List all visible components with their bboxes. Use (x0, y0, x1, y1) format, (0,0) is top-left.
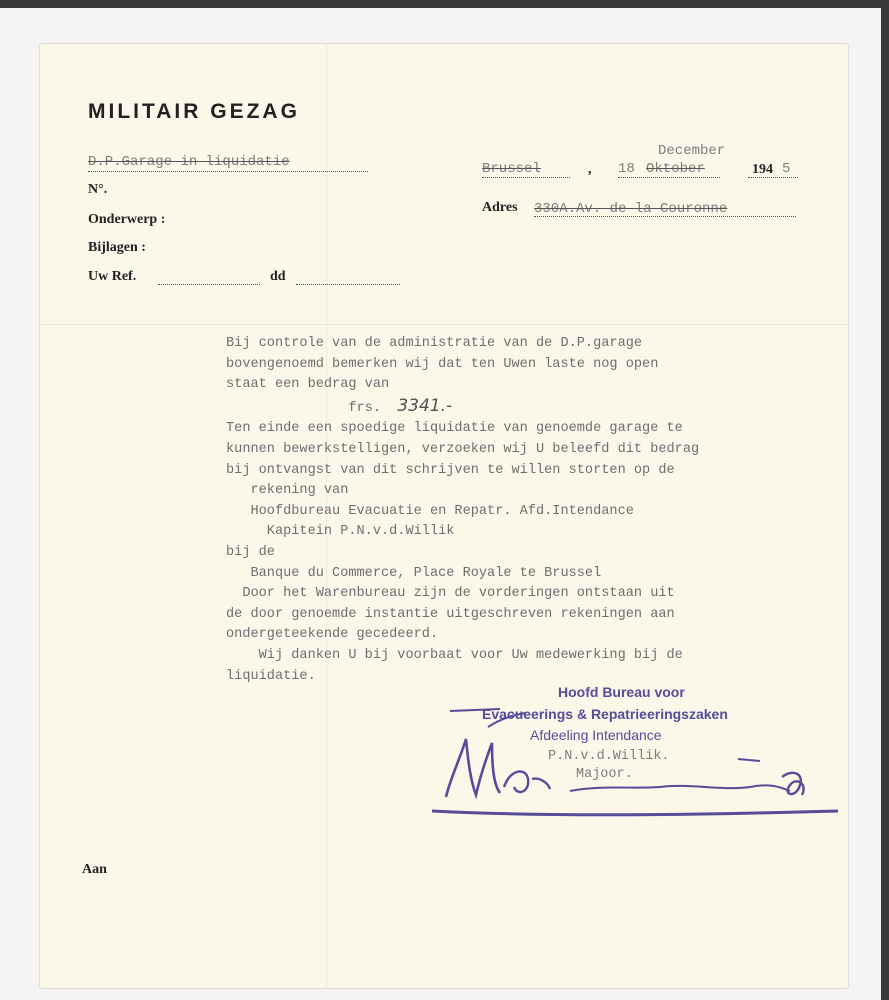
stamp-line-1: Hoofd Bureau voor (558, 684, 685, 700)
body-line: Hoofdbureau Evacuatie en Repatr. Afd.Intendance (226, 503, 634, 519)
stamp-line-2: Evacueerings & Repatrieeringszaken (482, 706, 728, 722)
date-dotted-line (618, 177, 720, 178)
address-dotted-line (534, 216, 796, 217)
dd-dotted-line (296, 284, 400, 285)
body-line: bij de (226, 544, 275, 560)
body-line: Wij danken U bij voorbaat voor Uw medewerking bij de (226, 647, 683, 663)
stamp-line-3: Afdeeling Intendance (530, 727, 662, 743)
your-ref-label: Uw Ref. (88, 269, 137, 284)
letterhead-title: MILITAIR GEZAG (88, 100, 300, 123)
date-day: 18 (618, 161, 635, 177)
date-month-struck: Oktober (646, 161, 705, 177)
signature-end (782, 773, 804, 795)
year-dotted-line (748, 177, 798, 178)
dd-label: dd (270, 269, 286, 284)
body-line: Door het Warenbureau zijn de vorderingen ontstaan uit (226, 586, 675, 602)
attachments-label: Bijlagen : (88, 240, 146, 255)
sender-dotted-line (88, 171, 368, 172)
subject-label: Onderwerp : (88, 212, 166, 227)
signature-flourish (488, 713, 526, 727)
body-line: liquidatie. (226, 668, 316, 684)
fold-crease-horizontal (40, 324, 848, 325)
signature-tail (570, 785, 790, 791)
stamp-underline (432, 811, 838, 815)
stamp-strike-line (450, 709, 500, 711)
body-line: Ten einde een spoedige liquidatie van genoemde garage te (226, 421, 683, 437)
signature-letters (504, 771, 550, 792)
amount-prefix: frs. (348, 400, 382, 416)
your-ref-dotted-line (158, 284, 260, 285)
recipient-label: Aan (82, 862, 107, 877)
number-label: N°. (88, 182, 108, 197)
letter-body (226, 334, 816, 687)
city-dotted-line (482, 177, 570, 178)
body-line: Bij controle van de administratie van de D.P.garage (226, 336, 643, 351)
stamp-dash (738, 759, 760, 761)
date-year-digit: 5 (782, 161, 791, 177)
body-line: Kapitein P.N.v.d.Willik (226, 524, 455, 540)
date-month-inserted: December (658, 143, 726, 159)
body-line: rekening van (226, 483, 349, 499)
body-line: bovengenoemd bemerken wij dat ten Uwen laste nog open (226, 356, 659, 372)
sender-name: D.P.Garage in liquidatie (88, 154, 290, 170)
date-city: Brussel (482, 161, 541, 177)
scan-border-top (0, 0, 889, 8)
address-label: Adres (482, 200, 518, 215)
date-comma: , (588, 162, 592, 177)
body-line: ondergeteekende gecedeerd. (226, 627, 439, 643)
body-line: Banque du Commerce, Place Royale te Brussel (226, 565, 602, 581)
signature-drawing (430, 699, 850, 829)
body-line: bij ontvangst van dit schrijven te willen storten op de (226, 462, 675, 478)
signatory-rank: Majoor. (576, 767, 633, 782)
letter-paper (40, 44, 848, 988)
date-year-prefix: 194 (752, 162, 773, 177)
body-line: kunnen bewerkstelligen, verzoeken wij U beleefd dit bedrag (226, 441, 700, 457)
scan-border-right (881, 0, 889, 1000)
amount-value: 3341.- (397, 395, 453, 416)
amount-line (226, 396, 816, 420)
signature-initial (446, 739, 500, 797)
address-value: 330A.Av. de la Couronne (534, 201, 728, 217)
body-line: staat een bedrag van (226, 377, 390, 393)
body-line: de door genoemde instantie uitgeschreven rekeningen aan (226, 606, 675, 622)
signatory-name: P.N.v.d.Willik. (548, 749, 670, 764)
